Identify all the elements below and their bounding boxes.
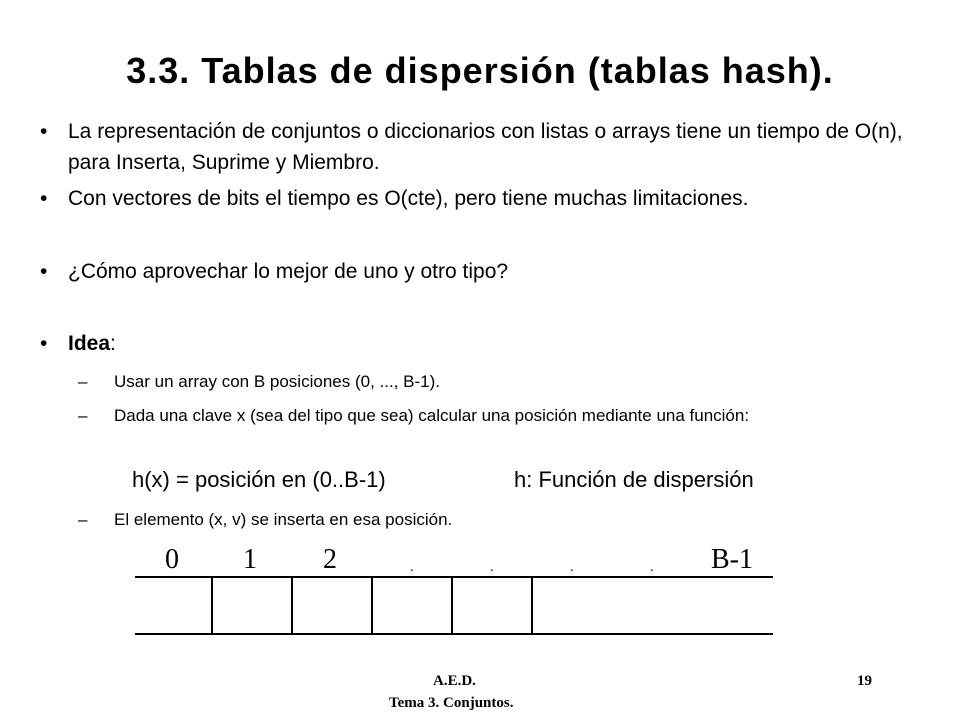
slide-title: 3.3. Tablas de dispersión (tablas hash). [126,50,834,91]
bullet-text: ¿Cómo aprovechar lo mejor de uno y otro tipo? [68,260,509,283]
bullet-mark: • [40,120,48,143]
footer-course: A.E.D. [433,673,476,689]
bullet-text: Con vectores de bits el tiempo es O(cte), pero tiene muchas limitaciones. [68,187,749,210]
array-index-ellipsis: . [410,560,414,575]
formula-left: h(x) = posición en (0..B-1) [132,467,386,492]
array-index-ellipsis: . [650,560,654,575]
array-bottom-border [135,633,773,635]
formula-right: h: Función de dispersión [514,467,754,492]
array-top-border [135,576,773,578]
bullet-mark: • [40,187,48,210]
array-cell-divider [531,578,533,635]
array-index-ellipsis: . [570,560,574,575]
sub-item-text: Usar un array con B posiciones (0, ..., B-1). [114,372,440,391]
page-number: 19 [857,673,872,689]
sub-item-text: El elemento (x, v) se inserta en esa posición. [114,510,453,529]
sub-item-text: Dada una clave x (sea del tipo que sea) calcular una posición mediante una función: [114,406,750,425]
dash-mark: – [78,372,88,391]
footer-topic: Tema 3. Conjuntos. [389,695,514,711]
idea-heading [68,328,908,359]
array-cell-divider [371,578,373,635]
array-cell-divider [451,578,453,635]
array-index: 1 [243,544,257,575]
array-index: 0 [165,544,179,575]
array-index: B-1 [711,544,753,575]
array-cell-divider [211,578,213,635]
idea-label: Idea [68,332,111,355]
dash-mark: – [78,510,88,529]
bullet-mark: • [40,260,48,283]
bullet-text: La representación de conjuntos o diccionarios con listas o arrays tiene un tiempo de O(n), para Inserta, Suprime y Miembro. [68,120,903,174]
dash-mark: – [78,406,88,425]
array-index: 2 [323,544,337,575]
idea-colon: : [110,332,116,355]
bullet-mark: • [40,332,48,355]
array-cell-divider [291,578,293,635]
array-index-ellipsis: . [490,560,494,575]
